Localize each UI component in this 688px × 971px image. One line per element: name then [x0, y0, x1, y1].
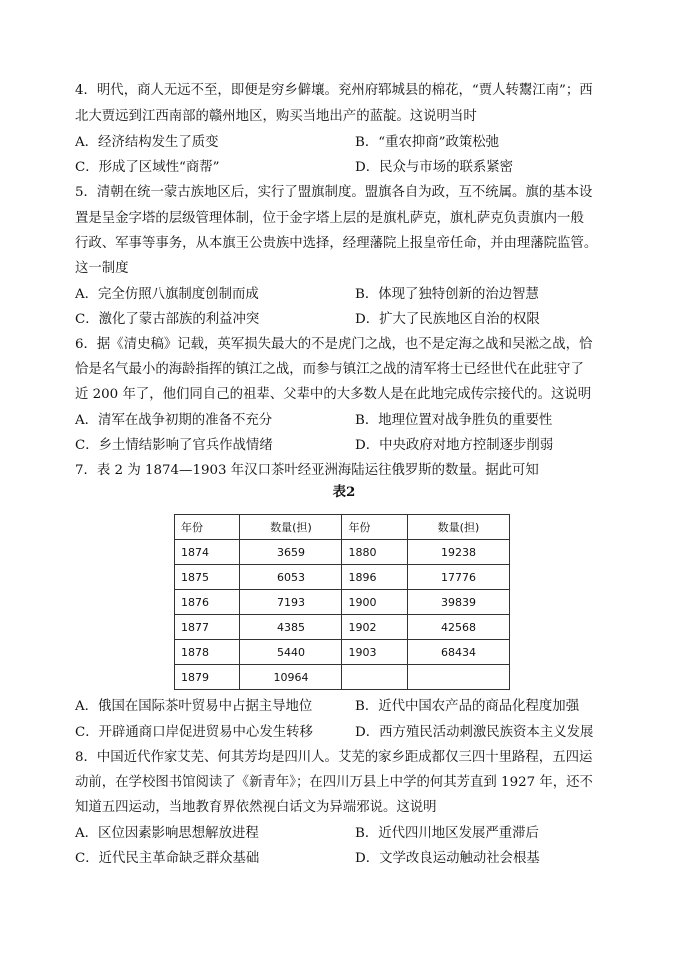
table-cell: 6053 [240, 565, 342, 590]
table-cell: 39839 [407, 590, 509, 615]
table-cell: 1876 [175, 590, 240, 615]
table-header-row [175, 515, 510, 540]
table-cell: 42568 [407, 615, 509, 640]
q8-stem-line-2: 动前，在学校图书馆阅读了《新青年》；在四川万县上中学的何其芳直到 1927 年，还不 [75, 775, 593, 790]
q6-option-a: A．清军在战争初期的准备不充分 [75, 413, 273, 428]
q5-stem-line-3: 行政、军事等事务，从本旗王公贵族中选择，经理藩院上报皇帝任命，并由理藩院监管。 [75, 236, 598, 251]
table-cell [407, 665, 509, 690]
table-cell: 19238 [407, 540, 509, 565]
q5-option-d: D．扩大了民族地区自治的权限 [355, 312, 540, 327]
table-cell: 1880 [342, 540, 407, 565]
q7-stem-line-1: 7．表 2 为 1874—1903 年汉口茶叶经亚洲海陆运往俄罗斯的数量。据此可知 [75, 463, 539, 478]
q5-option-a: A．完全仿照八旗制度创制而成 [75, 287, 259, 302]
table-row [175, 640, 510, 665]
q4-option-a: A．经济结构发生了质变 [75, 135, 219, 150]
q6-stem-line-1: 6．据《清史稿》记载，英军损失最大的不是虎门之战，也不是定海之战和吴淞之战，恰 [75, 337, 593, 352]
table-header-cell: 年份 [175, 515, 240, 540]
q7-option-b: B．近代中国农产品的商品化程度加强 [355, 699, 580, 714]
table-cell: 3659 [240, 540, 342, 565]
q7-option-a: A．俄国在国际茶叶贸易中占据主导地位 [75, 699, 313, 714]
q7-option-c: C．开辟通商口岸促进贸易中心发生转移 [75, 725, 313, 740]
q8-option-b: B．近代四川地区发展严重滞后 [355, 826, 539, 841]
table-header-cell: 数量(担) [407, 515, 509, 540]
q4-option-b: B．“重农抑商”政策松弛 [355, 135, 500, 150]
table-cell: 68434 [407, 640, 509, 665]
table-row [175, 665, 510, 690]
table-header-cell: 年份 [342, 515, 407, 540]
table-row [175, 540, 510, 565]
q4-option-c: C．形成了区域性“商帮” [75, 160, 220, 175]
q6-stem-line-3: 近 200 年了，他们同自己的祖辈、父辈中的大多数人是在此地完成传宗接代的。这说明 [75, 387, 592, 402]
table-cell: 1902 [342, 615, 407, 640]
q4-option-d: D．民众与市场的联系紧密 [355, 160, 514, 175]
table-row [175, 590, 510, 615]
table-cell: 1877 [175, 615, 240, 640]
table-row [175, 565, 510, 590]
table-header-cell: 数量(担) [240, 515, 342, 540]
table-cell [342, 665, 407, 690]
q5-stem-line-1: 5．清朝在统一蒙古族地区后，实行了盟旗制度。盟旗各自为政，互不统属。旗的基本设 [75, 185, 593, 200]
q6-option-c: C．乡土情结影响了官兵作战情绪 [75, 438, 273, 453]
table-cell: 4385 [240, 615, 342, 640]
q6-option-b: B．地理位置对战争胜负的重要性 [355, 413, 553, 428]
q5-stem-line-2: 置是呈金字塔的层级管理体制，位于金字塔上层的是旗札萨克，旗札萨克负责旗内一般 [75, 211, 584, 226]
q5-option-c: C．激化了蒙古部族的利益冲突 [75, 312, 260, 327]
table-row [175, 615, 510, 640]
table-cell: 1878 [175, 640, 240, 665]
table-cell: 1903 [342, 640, 407, 665]
table-caption: 表2 [332, 484, 356, 500]
q8-option-a: A．区位因素影响思想解放进程 [75, 826, 259, 841]
tea-export-table [174, 514, 510, 690]
table-cell: 5440 [240, 640, 342, 665]
q6-stem-line-2: 恰是名气最小的海龄指挥的镇江之战，而参与镇江之战的清军将士已经世代在此驻守了 [75, 362, 584, 377]
table-cell: 10964 [240, 665, 342, 690]
q5-stem-line-4: 这一制度 [75, 261, 129, 276]
table-cell: 1875 [175, 565, 240, 590]
q4-stem-line-1: 4．明代，商人无远不至，即便是穷乡僻壤。兖州府郓城县的棉花，“贾人转鬻江南”；西 [75, 83, 593, 98]
q8-stem-line-3: 知道五四运动，当地教育界依然视白话文为异端邪说。这说明 [75, 800, 437, 815]
q7-option-d: D．西方殖民活动刺激民族资本主义发展 [355, 725, 594, 740]
table-cell: 1874 [175, 540, 240, 565]
q4-stem-line-2: 北大贾远到江西南部的赣州地区，购买当地出产的蓝靛。这说明当时 [75, 109, 477, 124]
q6-option-d: D．中央政府对地方控制逐步削弱 [355, 438, 554, 453]
q8-option-d: D．文学改良运动触动社会根基 [355, 851, 540, 866]
q8-option-c: C．近代民主革命缺乏群众基础 [75, 851, 260, 866]
q8-stem-line-1: 8．中国近代作家艾芜、何其芳均是四川人。艾芜的家乡距成都仅三四十里路程，五四运 [75, 750, 593, 765]
table-cell: 1896 [342, 565, 407, 590]
table-cell: 17776 [407, 565, 509, 590]
q5-option-b: B．体现了独特创新的治边智慧 [355, 287, 539, 302]
table-cell: 1900 [342, 590, 407, 615]
table-cell: 1879 [175, 665, 240, 690]
table-cell: 7193 [240, 590, 342, 615]
